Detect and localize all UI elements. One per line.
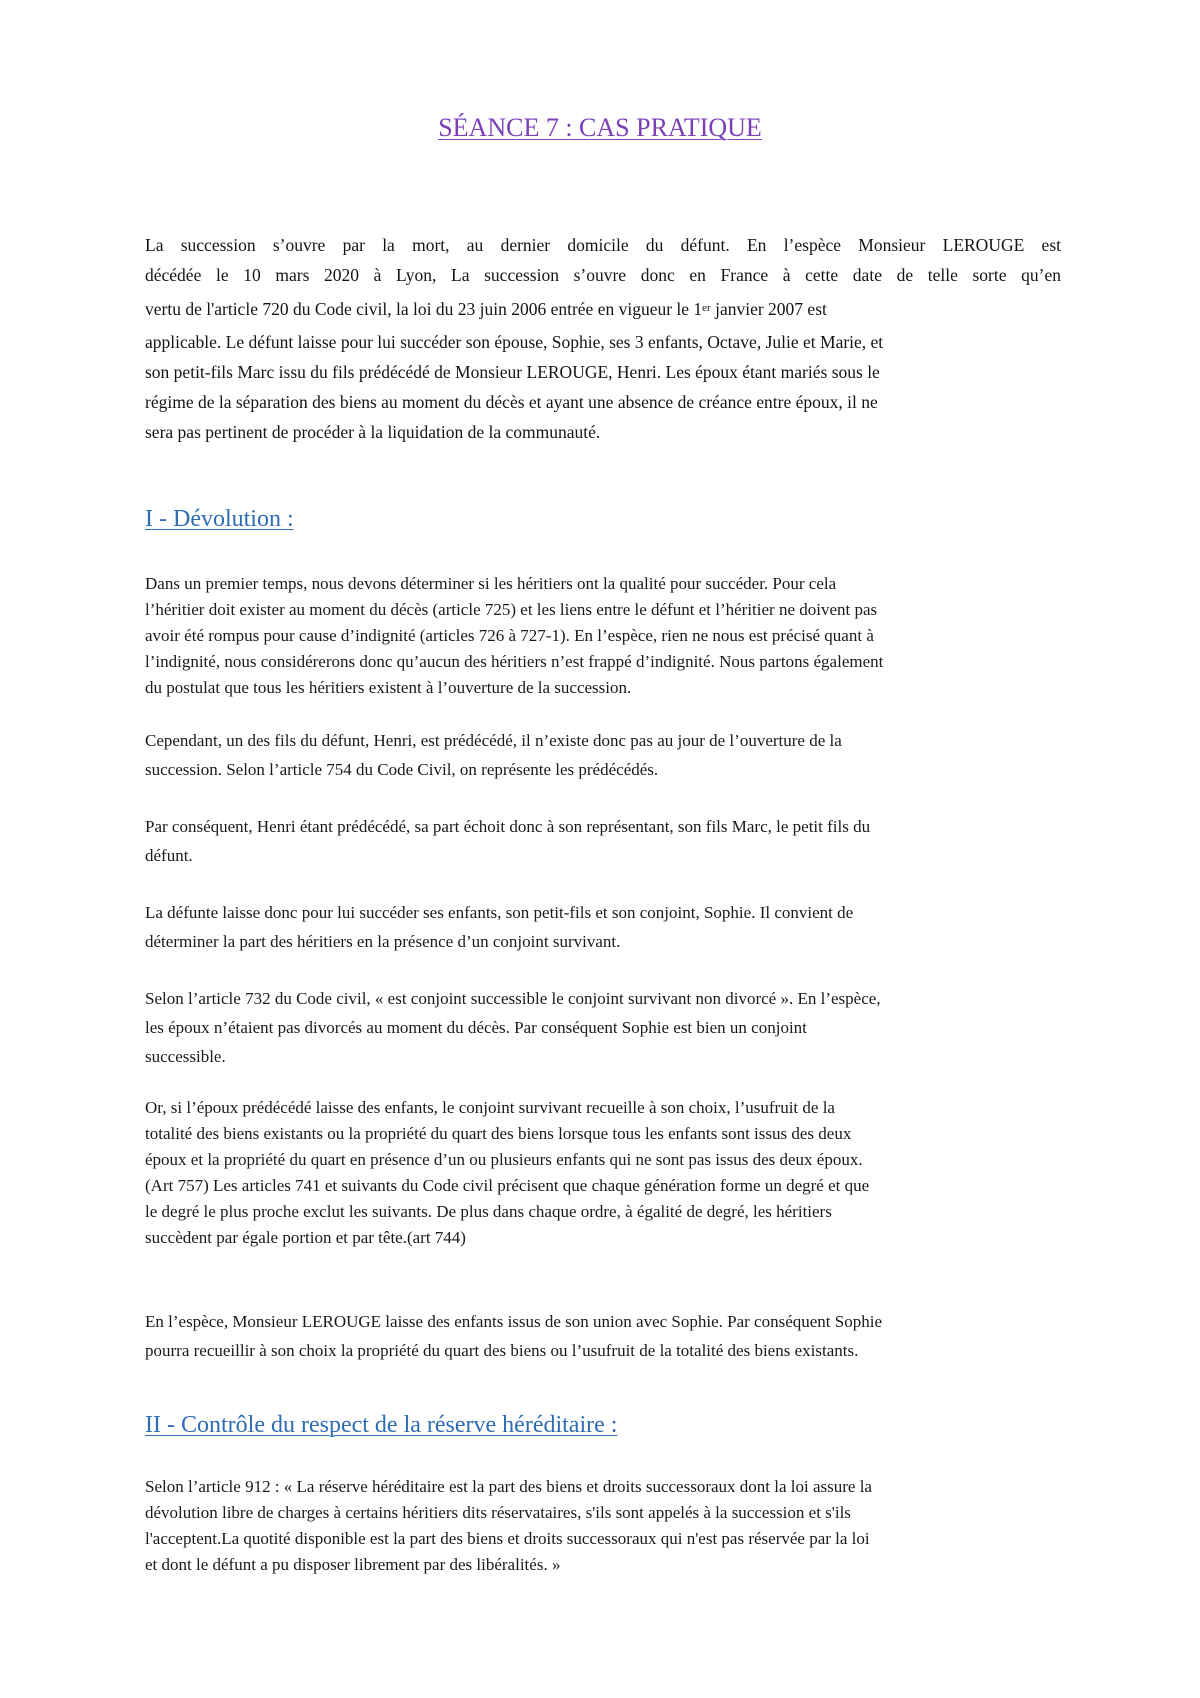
text-line: décédée le 10 mars 2020 à Lyon, La succession s’ouvre donc en France à cette date de telle sorte qu’en xyxy=(145,265,1061,285)
paragraph xyxy=(145,1095,1065,1251)
text-line: l’indignité, nous considérerons donc qu’aucun des héritiers n’est frappé d’indignité. Nous partons également xyxy=(145,652,884,671)
text-line: Selon l’article 732 du Code civil, « est conjoint successible le conjoint survivant non divorcé ». En l’espèce, xyxy=(145,989,881,1008)
text-line: (Art 757) Les articles 741 et suivants du Code civil précisent que chaque génération forme un degré et que xyxy=(145,1176,870,1195)
text-line: et dont le défunt a pu disposer librement par des libéralités. » xyxy=(145,1555,561,1574)
text-line: le degré le plus proche exclut les suivants. De plus dans chaque ordre, à égalité de degré, les héritiers xyxy=(145,1202,832,1221)
text-fragment: janvier 2007 est xyxy=(710,299,827,319)
text-fragment: vertu de l'article 720 du Code civil, la loi du 23 juin 2006 entrée en vigueur le 1 xyxy=(145,299,703,319)
text-line: Or, si l’époux prédécédé laisse des enfants, le conjoint survivant recueille à son choix, l’usufruit de la xyxy=(145,1098,835,1117)
section-heading-reserve: II - Contrôle du respect de la réserve héréditaire : xyxy=(145,1412,618,1438)
text-line xyxy=(145,290,1061,327)
text-line: les époux n’étaient pas divorcés au moment du décès. Par conséquent Sophie est bien un conjoint xyxy=(145,1018,807,1037)
paragraph xyxy=(145,726,1065,784)
text-line: Dans un premier temps, nous devons déterminer si les héritiers ont la qualité pour succéder. Pour cela xyxy=(145,574,837,593)
text-line: applicable. Le défunt laisse pour lui succéder son épouse, Sophie, ses 3 enfants, Octave, Julie et Marie, et xyxy=(145,332,884,352)
text-line: succession. Selon l’article 754 du Code Civil, on représente les prédécédés. xyxy=(145,760,659,779)
text-line: l'acceptent.La quotité disponible est la part des biens et droits successoraux qui n'est pas réservée par la loi xyxy=(145,1529,870,1548)
text-line: époux et la propriété du quart en présence d’un ou plusieurs enfants qui ne sont pas issus des deux époux. xyxy=(145,1150,863,1169)
text-line: dévolution libre de charges à certains héritiers dits réservataires, s'ils sont appelés à la succession et s'ils xyxy=(145,1503,851,1522)
paragraph xyxy=(145,571,1065,701)
text-line: successible. xyxy=(145,1047,226,1066)
page-title: SÉANCE 7 : CAS PRATIQUE xyxy=(438,113,762,142)
paragraph xyxy=(145,1307,1065,1365)
text-line: La succession s’ouvre par la mort, au dernier domicile du défunt. En l’espèce Monsieur LEROUGE est xyxy=(145,235,1061,255)
text-line: La défunte laisse donc pour lui succéder ses enfants, son petit-fils et son conjoint, Sophie. Il convient de xyxy=(145,903,854,922)
text-line: sera pas pertinent de procéder à la liquidation de la communauté. xyxy=(145,422,601,442)
superscript: er xyxy=(702,302,711,314)
text-line: son petit-fils Marc issu du fils prédécédé de Monsieur LEROUGE, Henri. Les époux étant mariés sous le xyxy=(145,362,880,382)
text-line: Cependant, un des fils du défunt, Henri, est prédécédé, il n’existe donc pas au jour de l’ouverture de la xyxy=(145,731,842,750)
text-line: déterminer la part des héritiers en la présence d’un conjoint survivant. xyxy=(145,932,621,951)
text-line: En l’espèce, Monsieur LEROUGE laisse des enfants issus de son union avec Sophie. Par conséquent Sophie xyxy=(145,1312,882,1331)
text-line: défunt. xyxy=(145,846,193,865)
text-line: du postulat que tous les héritiers existent à l’ouverture de la succession. xyxy=(145,678,632,697)
section-heading-devolution: I - Dévolution : xyxy=(145,506,294,532)
text-line: pourra recueillir à son choix la propriété du quart des biens ou l’usufruit de la totalité des biens existants. xyxy=(145,1341,859,1360)
text-line: Par conséquent, Henri étant prédécédé, sa part échoit donc à son représentant, son fils Marc, le petit fils du xyxy=(145,817,871,836)
text-line: totalité des biens existants ou la propriété du quart des biens lorsque tous les enfants sont issus des deux xyxy=(145,1124,852,1143)
paragraph xyxy=(145,984,1065,1071)
text-line: Selon l’article 912 : « La réserve héréditaire est la part des biens et droits successoraux dont la loi assure la xyxy=(145,1477,872,1496)
paragraph xyxy=(145,1474,1065,1578)
paragraph xyxy=(145,898,1065,956)
paragraph xyxy=(145,812,1065,870)
text-line: avoir été rompus pour cause d’indignité (articles 726 à 727-1). En l’espèce, rien ne nous est précisé quant à xyxy=(145,626,874,645)
text-line: l’héritier doit exister au moment du décès (article 725) et les liens entre le défunt et l’héritier ne doivent pas xyxy=(145,600,878,619)
intro-paragraph xyxy=(145,230,1061,447)
text-line: régime de la séparation des biens au moment du décès et ayant une absence de créance entre époux, il ne xyxy=(145,392,878,412)
text-line: succèdent par égale portion et par tête.(art 744) xyxy=(145,1228,466,1247)
